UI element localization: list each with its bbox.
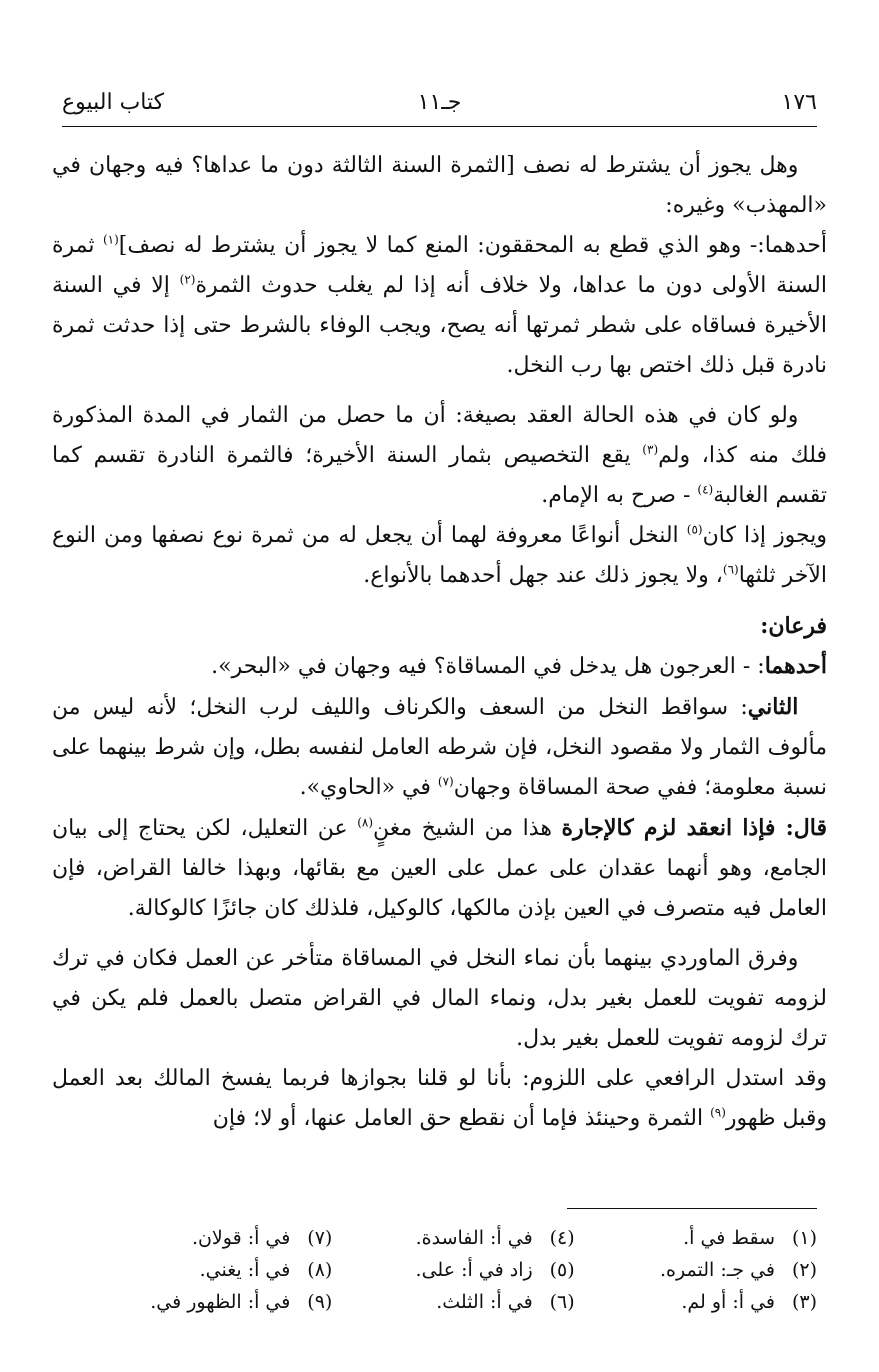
- footnote-number: (٤): [549, 1227, 575, 1249]
- footnote-text: في جـ: التمره.: [660, 1259, 775, 1281]
- footnote-ref[interactable]: (٧): [437, 774, 454, 789]
- footnote-text: في أ: الفاسدة.: [415, 1227, 533, 1249]
- footnote-item: [575, 1286, 817, 1318]
- footnote-number: (٨): [307, 1259, 333, 1281]
- footnote-number: (٧): [307, 1227, 333, 1249]
- volume-label: جـ١١: [417, 90, 462, 115]
- footnote-item: [332, 1222, 574, 1254]
- footnote-number: (٦): [549, 1291, 575, 1313]
- footnote-text: في أ: الثلث.: [436, 1291, 533, 1313]
- paragraph-8: [52, 939, 827, 1059]
- page-number: ١٧٦: [781, 90, 817, 115]
- paragraph-text: أحدهما:- وهو الذي قطع به المحققون: المنع كما لا يجوز أن يشترط له نصف]: [118, 233, 827, 258]
- paragraph-1: [52, 146, 827, 226]
- footnotes: [90, 1222, 817, 1318]
- footnote-text: في أ: قولان.: [191, 1227, 291, 1249]
- footnote-number: (٩): [307, 1291, 333, 1313]
- paragraph-text: وهل يجوز أن يشترط له نصف [الثمرة السنة الثالثة دون ما عداها؟ فيه وجهان في «المهذب» وغيره:: [52, 153, 827, 218]
- footnote-ref[interactable]: (٩): [710, 1105, 726, 1120]
- paragraph-text: في «الحاوي».: [299, 775, 438, 800]
- footnote-text: في أ: أو لم.: [681, 1291, 775, 1313]
- paragraph-text: : سواقط النخل من السعف والكرناف والليف لرب النخل؛ لأنه ليس من مألوف الثمار ولا مقصود النخل، فإن شرطه العامل لنفسه بطل، وإن شرط بينهما على نسبة معلومة؛ ففي صحة المساقاة وجهان: [52, 695, 827, 800]
- paragraph-text: ولو كان في هذه الحالة العقد بصيغة: أن ما حصل من الثمار في المدة المذكورة فلك منه كذا، ولم: [52, 403, 827, 468]
- footnote-ref[interactable]: (١): [102, 232, 119, 247]
- header-divider: [62, 126, 817, 127]
- paragraph-text: وفرق الماوردي بينهما بأن نماء النخل في المساقاة متأخر عن العمل فكان في ترك لزومه تفويت للعمل بغير بدل، ونماء المال في القراض متصل بالعمل فلم يكن في ترك لزومه تفويت للعمل بغير بدل.: [52, 946, 827, 1051]
- paragraph-text: ، ولا يجوز ذلك عند جهل أحدهما بالأنواع.: [363, 563, 723, 588]
- paragraph-text: عن التعليل، لكن يحتاج إلى بيان الجامع، وهو أنهما عقدان على عمل على العين مع بقائها، وبهذا خالفا القراض، فإن العامل فيه متصرف في العين بإذن مالكها، كالوكيل، فلذلك كان جائزًا كالوكالة.: [52, 816, 828, 921]
- paragraph-text: هذا من الشيخ مغنٍ: [373, 816, 562, 841]
- paragraph-lead: أحدهما: [764, 653, 827, 679]
- footnote-item: [90, 1254, 332, 1286]
- footnote-divider: [567, 1208, 817, 1209]
- footnote-item: [332, 1254, 574, 1286]
- footnote-item: [90, 1222, 332, 1254]
- footnote-ref[interactable]: (٣): [642, 442, 659, 457]
- paragraph-4: [52, 516, 827, 596]
- footnote-ref[interactable]: (٨): [357, 815, 374, 830]
- footnote-ref[interactable]: (٤): [697, 482, 714, 497]
- footnote-ref[interactable]: (٦): [722, 562, 739, 577]
- footnote-text: زاد في أ: على.: [415, 1259, 533, 1281]
- paragraph-text: يقع التخصيص بثمار السنة الأخيرة؛ فالثمرة النادرة تقسم كما تقسم الغالبة: [52, 443, 827, 508]
- footnote-item: [90, 1286, 332, 1318]
- paragraph-text: - صرح به الإمام.: [541, 483, 698, 508]
- footnote-ref[interactable]: (٢): [179, 272, 196, 287]
- footnote-number: (٢): [791, 1259, 817, 1281]
- footnote-text: سقط في أ.: [683, 1227, 775, 1249]
- paragraph-text: ثمرة السنة الأولى دون ما عداها، ولا خلاف أنه إذا لم يغلب حدوث الثمرة: [52, 233, 827, 298]
- section-heading: فرعان:: [760, 613, 827, 639]
- paragraph-text: إلا في السنة الأخيرة فساقاه على شطر ثمرتها أنه يصح، ويجب الوفاء بالشرط حتى إذا حدثت ثمرة نادرة قبل ذلك اختص بها رب النخل.: [52, 273, 827, 378]
- running-header: [62, 84, 817, 124]
- footnote-number: (١): [791, 1227, 817, 1249]
- paragraph-text: وقد استدل الرافعي على اللزوم: بأنا لو قلنا بجوازها فربما يفسخ المالك بعد العمل وقبل ظهور: [52, 1066, 827, 1131]
- paragraph-text: ويجوز إذا كان: [702, 523, 828, 548]
- paragraph-9: [52, 1059, 827, 1139]
- footnote-item: [332, 1286, 574, 1318]
- footnote-item: [575, 1222, 817, 1254]
- footnote-number: (٣): [791, 1291, 817, 1313]
- paragraph-lead: الثاني: [747, 694, 799, 720]
- footnote-ref[interactable]: (٥): [686, 522, 703, 537]
- paragraph-text: : - العرجون هل يدخل في المساقاة؟ فيه وجهان في «البحر».: [211, 654, 765, 679]
- footnote-text: في أ: يغني.: [199, 1259, 291, 1281]
- footnote-text: في أ: الظهور في.: [150, 1291, 291, 1313]
- paragraph-3: [52, 396, 827, 516]
- footnote-item: [575, 1254, 817, 1286]
- paragraph-text: النخل أنواعًا معروفة لهما أن يجعل له من ثمرة نوع نصفها ومن النوع الآخر ثلثها: [52, 523, 827, 588]
- paragraph-lead: قال: فإذا انعقد لزم كالإجارة: [561, 815, 827, 841]
- paragraph-6: [52, 687, 827, 808]
- footnote-number: (٥): [549, 1259, 575, 1281]
- paragraph-text: الثمرة وحينئذ فإما أن نقطع حق العامل عنها، أو لا؛ فإن: [212, 1106, 711, 1131]
- main-text: [52, 146, 827, 1139]
- paragraph-5: [52, 646, 827, 687]
- paragraph-7: [52, 808, 827, 929]
- book-title: كتاب البيوع: [62, 90, 165, 115]
- paragraph-2: [52, 226, 827, 386]
